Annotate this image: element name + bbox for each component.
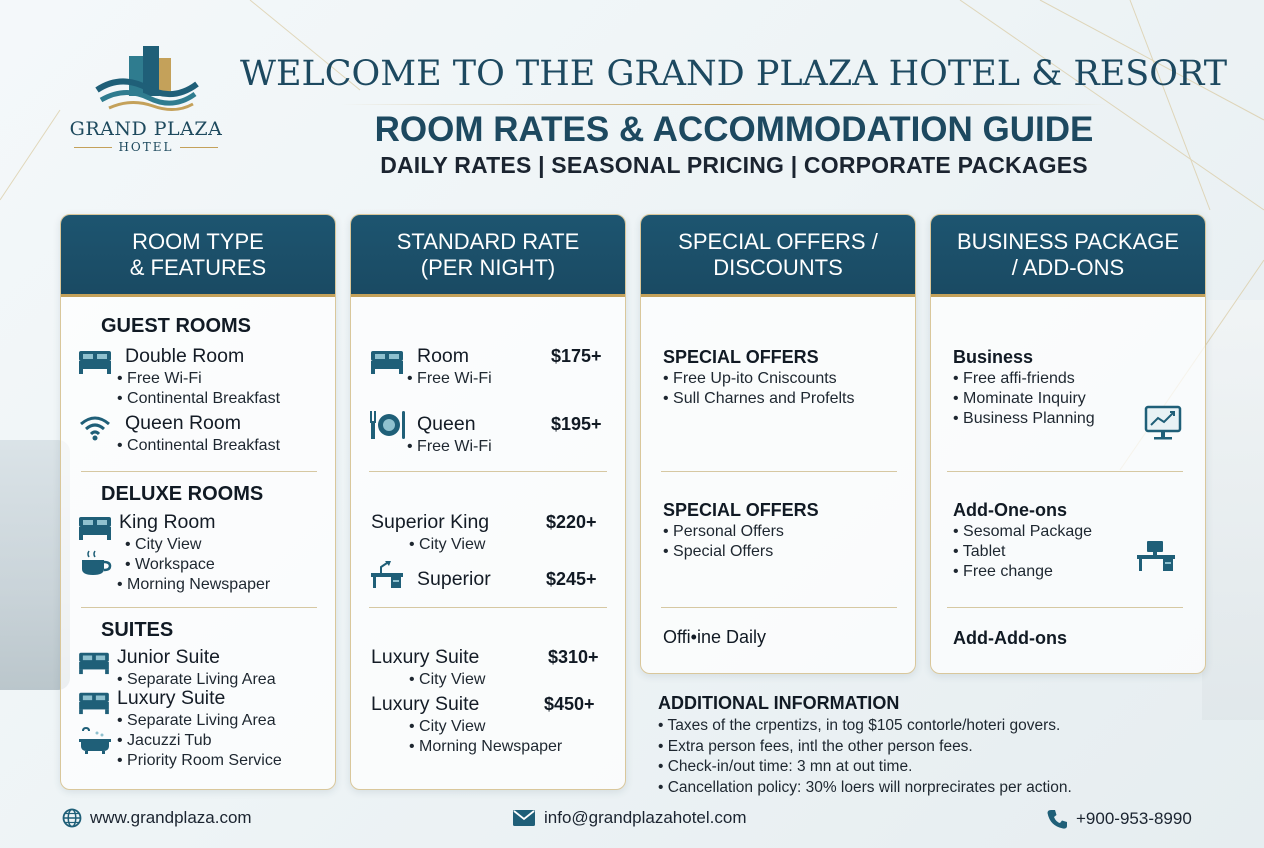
feature-item: • Morning Newspaper — [117, 576, 270, 594]
feature-item: • City View — [125, 536, 201, 554]
bed-icon — [77, 347, 113, 375]
bed-icon — [77, 513, 113, 541]
desk-icon — [1135, 539, 1177, 573]
rate-price: $245+ — [546, 569, 597, 589]
section-divider — [81, 607, 317, 608]
section-divider — [947, 471, 1183, 472]
desk-lamp-icon — [369, 559, 405, 589]
footer-phone[interactable] — [1046, 808, 1192, 830]
offer-title: SPECIAL OFFERS — [663, 500, 819, 520]
rate-price: $220+ — [546, 512, 597, 532]
room-name-queen: Queen Room — [125, 412, 241, 434]
offer-item: • Sull Charnes and Profelts — [663, 390, 854, 408]
logo-name: GRAND PLAZA — [69, 118, 223, 140]
rate-price: $310+ — [548, 647, 599, 667]
envelope-icon — [512, 809, 536, 827]
wifi-icon — [79, 415, 111, 441]
package-item: • Mominate Inquiry — [953, 390, 1086, 408]
feature-item: • Workspace — [125, 556, 215, 574]
package-item: • Business Planning — [953, 410, 1095, 428]
email-link[interactable]: info@grandplazahotel.com — [544, 808, 747, 827]
offer-item: • Free Up-ito Cniscounts — [663, 370, 837, 388]
rate-feature: • City View — [409, 536, 485, 554]
presentation-chart-icon — [1143, 405, 1183, 441]
feature-item: • Continental Breakfast — [117, 437, 280, 455]
coffee-cup-icon — [79, 549, 113, 577]
page-subtitle: ROOM RATES & ACCOMMODATION GUIDE — [374, 110, 1094, 149]
additional-info-list — [658, 716, 1072, 798]
room-name-double: Double Room — [125, 345, 245, 367]
bathtub-icon — [77, 727, 113, 755]
section-divider — [661, 471, 897, 472]
room-name-luxury-suite: Luxury Suite — [117, 687, 226, 709]
offer-item: • Personal Offers — [663, 523, 784, 541]
bed-icon — [77, 689, 111, 715]
page-tagline: DAILY RATES | SEASONAL PRICING | CORPORATE PACKAGES — [380, 152, 1088, 178]
rate-feature: • City View — [409, 671, 485, 689]
section-divider — [369, 471, 607, 472]
feature-item: • Jacuzzi Tub — [117, 732, 212, 750]
rate-room-name: Superior King — [371, 511, 490, 533]
section-divider — [947, 607, 1183, 608]
rate-room-name: Queen — [417, 413, 476, 435]
logo-subtitle: HOTEL — [62, 140, 230, 154]
column-room-type — [60, 214, 336, 790]
rate-room-name: Room — [417, 345, 470, 367]
globe-icon — [62, 808, 82, 828]
additional-info-item: • Cancellation policy: 30% loers will norprecirates per action. — [658, 778, 1072, 799]
rate-price: $450+ — [544, 694, 595, 714]
package-item: • Free change — [953, 563, 1053, 581]
offer-item: • Special Offers — [663, 543, 773, 561]
feature-item: • Continental Breakfast — [117, 390, 280, 408]
section-divider — [661, 607, 897, 608]
bed-icon — [369, 347, 405, 375]
rate-room-name: Luxury Suite — [371, 646, 480, 668]
feature-item: • Separate Living Area — [117, 712, 276, 730]
phone-link[interactable]: +900-953-8990 — [1076, 809, 1192, 828]
rate-feature: • Morning Newspaper — [409, 738, 562, 756]
website-link[interactable]: www.grandplaza.com — [90, 808, 252, 827]
package-item: • Sesomal Package — [953, 523, 1092, 541]
feature-item: • Separate Living Area — [117, 671, 276, 689]
feature-item: • Free Wi-Fi — [117, 370, 202, 388]
footer-email[interactable] — [512, 808, 747, 828]
additional-info-item: • Extra person fees, intl the other person fees. — [658, 737, 1072, 758]
additional-info-item: • Check-in/out time: 3 mn at out time. — [658, 757, 1072, 778]
column-header: SPECIAL OFFERS / DISCOUNTS — [641, 215, 915, 297]
section-title-deluxe-rooms: DELUXE ROOMS — [101, 483, 264, 505]
page-title: WELCOME TO THE GRAND PLAZA HOTEL & RESORT — [240, 54, 1228, 94]
title-divider — [340, 104, 1110, 105]
package-title: Add-One-ons — [953, 500, 1067, 520]
background-bedroom-right — [1202, 300, 1264, 720]
rate-room-name: Luxury Suite — [371, 693, 480, 715]
building-wave-icon — [91, 44, 201, 114]
feature-item: • Priority Room Service — [117, 752, 282, 770]
room-name-king: King Room — [119, 511, 216, 533]
column-header: ROOM TYPE & FEATURES — [61, 215, 335, 297]
offer-title: SPECIAL OFFERS — [663, 347, 819, 367]
package-item: • Free affi-friends — [953, 370, 1075, 388]
footer-website[interactable] — [62, 808, 252, 828]
package-item: • Tablet — [953, 543, 1005, 561]
additional-info-item: • Taxes of the crpentizs, in tog $105 contorle/hoteri govers. — [658, 716, 1072, 737]
rate-room-name: Superior — [417, 568, 491, 590]
section-divider — [81, 471, 317, 472]
column-business-package — [930, 214, 1206, 674]
rate-feature: • Free Wi-Fi — [407, 438, 492, 456]
room-name-junior-suite: Junior Suite — [117, 646, 220, 668]
package-title: Business — [953, 347, 1034, 367]
section-title-suites: SUITES — [101, 619, 174, 641]
rate-price: $195+ — [551, 414, 602, 434]
offer-title: Offi•ine Daily — [663, 627, 767, 647]
rate-price: $175+ — [551, 346, 602, 366]
hotel-logo — [62, 44, 230, 184]
phone-icon — [1046, 808, 1068, 830]
column-standard-rate — [350, 214, 626, 790]
rate-feature: • Free Wi-Fi — [407, 370, 492, 388]
section-title-guest-rooms: GUEST ROOMS — [101, 315, 252, 337]
dining-plate-icon — [367, 409, 407, 441]
package-title: Add-Add-ons — [953, 628, 1067, 648]
column-header: BUSINESS PACKAGE / ADD-ONS — [931, 215, 1205, 297]
bed-icon — [77, 649, 111, 675]
section-divider — [369, 607, 607, 608]
column-special-offers — [640, 214, 916, 674]
rate-feature: • City View — [409, 718, 485, 736]
additional-info-title: ADDITIONAL INFORMATION — [658, 693, 900, 713]
column-header: STANDARD RATE (PER NIGHT) — [351, 215, 625, 297]
